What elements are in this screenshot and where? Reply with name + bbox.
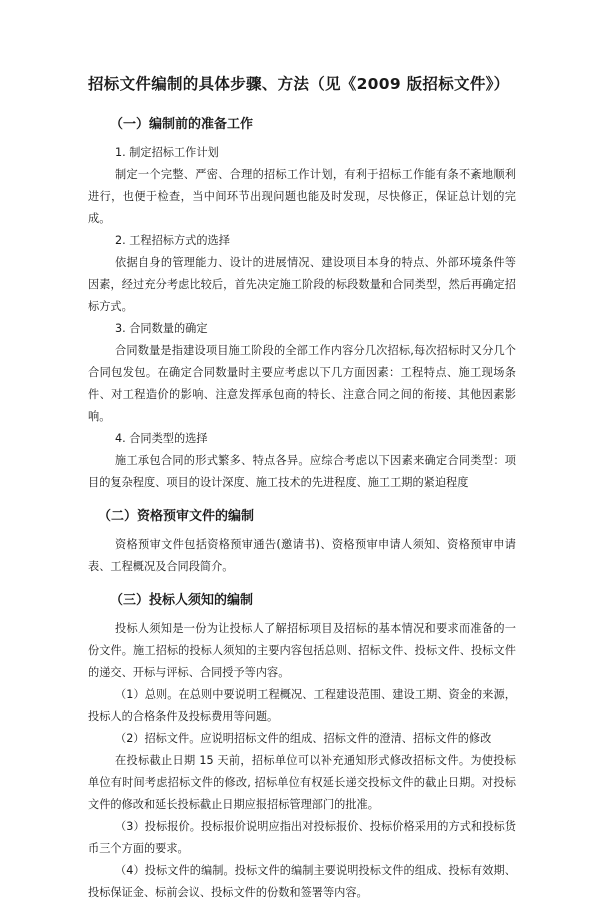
section-1-subheading-2: 2. 工程招标方式的选择 [115, 234, 230, 247]
section-heading-1: （一）编制前的准备工作 [110, 117, 254, 132]
section-1-paragraph-4: 施工承包合同的形式繁多、特点各异。应综合考虑以下因素来确定合同类型：项目的复杂程度、项目的设计深度、施工技术的先进程度、施工工期的紧迫程度 [88, 454, 516, 489]
section-1-subheading-1: 1. 制定招标工作计划 [115, 146, 219, 159]
section-1-paragraph-2: 依据自身的管理能力、设计的进展情况、建设项目本身的特点、外部环境条件等因素，经过充分考虑比较后，首先决定施工阶段的标段数量和合同类型，然后再确定招标方式。 [88, 256, 516, 313]
section-2-paragraph-1: 资格预审文件包括资格预审通告(邀请书)、资格预审申请人须知、资格预审申请表、工程概况及合同段简介。 [88, 538, 516, 573]
section-1-subheading-3: 3. 合同数量的确定 [115, 322, 208, 335]
section-3-paragraph-1: 投标人须知是一份为让投标人了解招标项目及招标的基本情况和要求而准备的一份文件。施工招标的投标人须知的主要内容包括总则、招标文件、投标文件、投标文件的递交、开标与评标、合同授予等内容。 [88, 622, 516, 679]
section-1-paragraph-1: 制定一个完整、严密、合理的招标工作计划，有利于招标工作能有条不紊地顺利进行，也便于检查，当中间环节出现问题也能及时发现，尽快修正，保证总计划的完成。 [88, 168, 516, 225]
section-heading-2: （二）资格预审文件的编制 [98, 509, 255, 524]
section-heading-3: （三）投标人须知的编制 [110, 593, 254, 608]
section-1-paragraph-3: 合同数量是指建设项目施工阶段的全部工作内容分几次招标,每次招标时又分几个合同包发包。在确定合同数量时主要应考虑以下几方面因素：工程特点、施工现场条件、对工程造价的影响、注意发挥承包商的特长、注意合同之间的衔接、其他因素影响。 [88, 344, 516, 423]
section-3-paragraph-5: （3）投标报价。投标报价说明应指出对投标报价、投标价格采用的方式和投标货币三个方面的要求。 [88, 820, 516, 855]
section-3-paragraph-2: （1）总则。在总则中要说明工程概况、工程建设范围、建设工期、资金的来源，投标人的合格条件及投标费用等问题。 [88, 688, 516, 723]
section-1-subheading-4: 4. 合同类型的选择 [115, 432, 208, 445]
document-title: 招标文件编制的具体步骤、方法（见《2009 版招标文件》） [88, 75, 510, 93]
section-3-paragraph-4: 在投标截止日期 15 天前，招标单位可以补充通知形式修改招标文件。为使投标单位有时间考虑招标文件的修改, 招标单位有权延长递交投标文件的截止日期。对投标文件的修改和延长投标截止日期应报招标管理部门的批准。 [88, 754, 516, 811]
section-3-paragraph-6: （4）投标文件的编制。投标文件的编制主要说明投标文件的组成、投标有效期、投标保证金、标前会议、投标文件的份数和签署等内容。 [88, 864, 516, 899]
section-3-paragraph-3: （2）招标文件。应说明招标文件的组成、招标文件的澄清、招标文件的修改 [115, 732, 492, 745]
